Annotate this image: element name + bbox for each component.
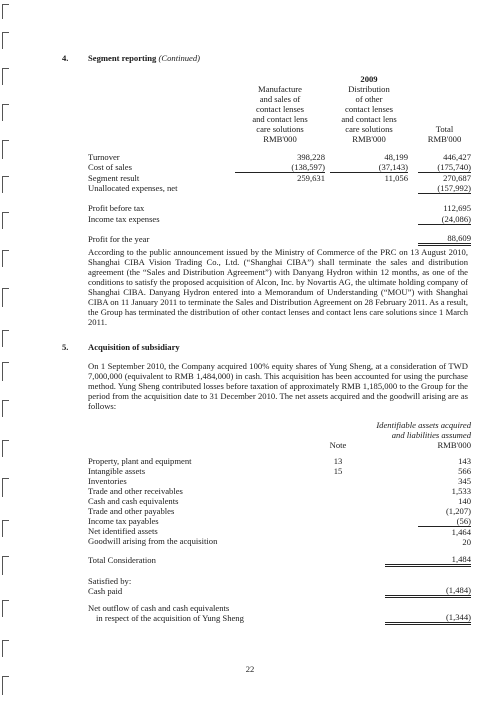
binder-mark xyxy=(2,68,9,85)
year-header: 2009 xyxy=(360,74,378,84)
cell-value: (138,597) xyxy=(235,162,325,173)
cell-value: (175,740) xyxy=(418,162,471,173)
section-4-number: 4. xyxy=(62,53,69,63)
row-label: Net identified assets xyxy=(88,526,158,536)
row-value: 143 xyxy=(458,456,471,466)
cell-value: 259,631 xyxy=(297,173,325,183)
net-outflow-value: (1,344) xyxy=(385,612,471,625)
section-4-title: Segment reporting xyxy=(88,53,157,63)
note-header: Note xyxy=(329,440,347,450)
binder-mark xyxy=(2,288,9,307)
profit-before-tax-value: 112,695 xyxy=(443,203,471,213)
total-consideration-value: 1,484 xyxy=(385,554,471,567)
net-outflow-label-2: in respect of the acquisition of Yung Sheng xyxy=(96,613,244,623)
cash-paid-label: Cash paid xyxy=(88,586,123,596)
row-label: Turnover xyxy=(88,152,120,162)
binder-mark xyxy=(2,140,9,159)
row-note: 13 xyxy=(333,456,343,466)
binder-mark xyxy=(2,32,9,49)
row-note: 15 xyxy=(333,466,343,476)
header-line: care solutions xyxy=(256,124,304,134)
row-label: Inventories xyxy=(88,476,127,486)
header-line: RMB'000 xyxy=(352,134,386,144)
row-label: Trade and other receivables xyxy=(88,486,183,496)
cell-value: 398,228 xyxy=(297,152,325,162)
row-label: Unallocated expenses, net xyxy=(88,183,178,193)
row-value: 140 xyxy=(458,496,471,506)
section-4-paragraph: According to the public announcement issued by the Ministry of Commerce of the PRC on 13 August 2010, Shanghai CIBA Vision Trading Co., Ltd. (“Shanghai CIBA”) shall terminate the sales and distribution agreement (the “Sales and Distribution Agreement”) with Danyang Hydron within 12 months, as one of the conditions to satisfy the proposed acquisition of Alcon, Inc. by Novartis AG, the ultimate holding company of Shanghai CIBA. Danyang Hydron entered into a Memorandum of Understanding (“MOU”) with Shanghai CIBA on 11 January 2011 to terminate the Sales and Distribution Agreement on 28 February 2011. As a result, the Group has terminated the distribution of other contact lenses and contact lens care solutions since 1 March 2011. xyxy=(88,247,468,327)
binder-mark xyxy=(2,176,9,193)
header-line: Distribution xyxy=(348,84,390,94)
row-value: 1,464 xyxy=(451,527,471,537)
section-5-paragraph: On 1 September 2010, the Company acquired 100% equity shares of Yung Sheng, at a consideration of TWD 7,000,000 (equivalent to RMB 1,484,000) in cash. This acquisition has been accounted for using the purchase method. Yung Sheng contributed losses before taxation of approximately RMB 1,185,000 to the Group for the period from the acquisition date to 31 December 2010. The net assets acquired and the goodwill arising are as follows: xyxy=(88,361,468,411)
satisfied-by-label: Satisfied by: xyxy=(88,576,132,586)
section-5-title: Acquisition of subsidiary xyxy=(88,342,180,352)
cell-value: 48,199 xyxy=(384,152,408,162)
header-line: RMB'000 xyxy=(263,134,297,144)
binder-mark xyxy=(2,640,9,657)
binder-mark xyxy=(2,4,9,19)
row-label: Segment result xyxy=(88,173,140,183)
cell-value: (37,143) xyxy=(330,162,408,173)
row-label: Cost of sales xyxy=(88,162,132,172)
cell-value: 11,056 xyxy=(384,173,408,183)
row-value: (56) xyxy=(418,516,471,527)
binder-mark xyxy=(2,556,9,575)
binder-mark xyxy=(2,400,9,417)
header-line: contact lenses xyxy=(256,104,304,114)
header-line: of other xyxy=(355,94,383,104)
profit-year-value: 88,609 xyxy=(418,233,471,246)
acq-unit-header: RMB'000 xyxy=(437,440,471,450)
cell-value: 446,427 xyxy=(443,152,471,162)
row-value: 345 xyxy=(458,476,471,486)
binder-mark xyxy=(2,440,9,457)
income-tax-label: Income tax expenses xyxy=(88,214,160,224)
binder-mark xyxy=(2,362,9,381)
header-line: and contact lens xyxy=(252,114,308,124)
profit-year-label: Profit for the year xyxy=(88,234,150,244)
binder-mark xyxy=(2,330,9,347)
row-label: Goodwill arising from the acquisition xyxy=(88,536,218,546)
row-value: 1,533 xyxy=(451,486,471,496)
header-line: RMB'000 xyxy=(427,134,462,144)
binder-mark xyxy=(2,600,9,617)
row-value: 566 xyxy=(458,466,471,476)
row-value: (1,207) xyxy=(445,506,471,516)
header-line: contact lenses xyxy=(345,104,393,114)
section-4-title-suffix: (Continued) xyxy=(158,53,201,63)
cell-value: 270,687 xyxy=(443,173,471,183)
header-line: Total xyxy=(435,124,454,134)
row-label: Trade and other payables xyxy=(88,506,175,516)
row-value: 20 xyxy=(462,537,471,547)
binder-mark xyxy=(2,478,9,497)
total-consideration-label: Total Consideration xyxy=(88,555,156,565)
page-number: 22 xyxy=(245,664,255,674)
header-line: care solutions xyxy=(345,124,393,134)
binder-mark xyxy=(2,104,9,121)
section-4-heading xyxy=(88,53,200,63)
row-label: Cash and cash equivalents xyxy=(88,496,179,506)
header-line: and sales of xyxy=(259,94,301,104)
header-line: and contact lens xyxy=(341,114,397,124)
acq-col-header-2: and liabilities assumed xyxy=(391,430,471,440)
cell-value: (157,992) xyxy=(418,183,471,194)
cash-paid-value: (1,484) xyxy=(385,585,471,598)
binder-mark xyxy=(2,212,9,229)
section-5-number: 5. xyxy=(62,342,69,352)
binder-mark xyxy=(2,676,9,695)
row-label: Property, plant and equipment xyxy=(88,456,192,466)
row-label: Income tax payables xyxy=(88,516,159,526)
income-tax-value: (24,086) xyxy=(418,214,471,225)
binder-mark xyxy=(2,520,9,537)
net-outflow-label-1: Net outflow of cash and cash equivalents xyxy=(88,603,230,613)
acq-col-header-1: Identifiable assets acquired xyxy=(376,420,471,430)
profit-before-tax-label: Profit before tax xyxy=(88,203,145,213)
binder-mark xyxy=(2,250,9,267)
header-line: Manufacture xyxy=(258,84,302,94)
row-label: Intangible assets xyxy=(88,466,146,476)
